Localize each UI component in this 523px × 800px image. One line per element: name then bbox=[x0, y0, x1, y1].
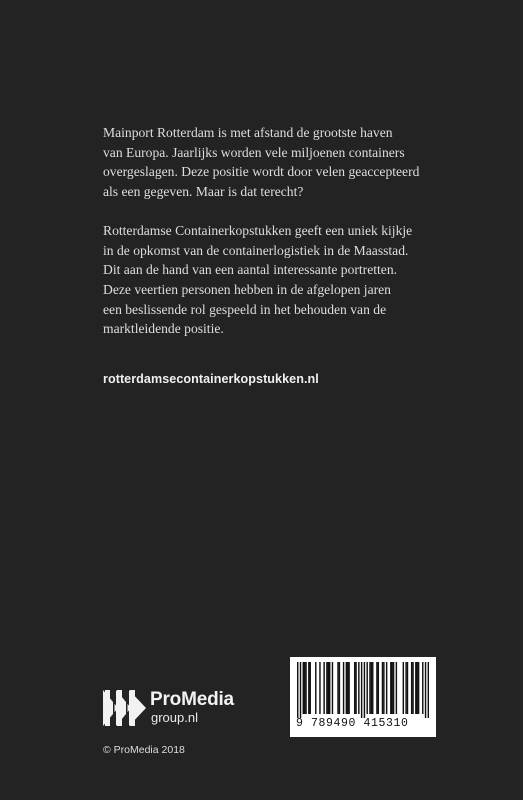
barcode-bar bbox=[323, 662, 324, 714]
publisher-name: ProMedia bbox=[150, 689, 234, 710]
barcode-bar bbox=[416, 662, 417, 714]
barcode-bar bbox=[425, 662, 426, 718]
barcode-bar bbox=[347, 662, 348, 714]
blurb-line: marktleidende positie. bbox=[103, 321, 224, 337]
barcode-bar bbox=[310, 662, 311, 714]
barcode-bar bbox=[308, 662, 309, 714]
barcode-bar bbox=[319, 662, 320, 714]
barcode-bar bbox=[411, 662, 412, 714]
barcode-bar bbox=[403, 662, 404, 714]
barcode-bar bbox=[297, 662, 298, 718]
publisher-logo bbox=[103, 688, 233, 728]
barcode-bar bbox=[358, 662, 359, 714]
barcode-bar bbox=[326, 662, 327, 714]
blurb-line: in de opkomst van de containerlogistiek in de Maasstad. bbox=[103, 242, 409, 258]
barcode-bar bbox=[412, 662, 413, 714]
barcode-bar bbox=[355, 662, 356, 714]
barcode-bar bbox=[361, 662, 362, 718]
blurb-line: Mainport Rotterdam is met afstand de grootste haven bbox=[103, 125, 393, 140]
barcode-bar bbox=[415, 662, 416, 714]
promedia-play-arrows-logo-icon bbox=[103, 688, 147, 728]
barcode-bar bbox=[369, 662, 370, 714]
barcode-bar bbox=[343, 662, 344, 714]
blurb-line: Dit aan de hand van een aantal interessante portretten. bbox=[103, 262, 398, 278]
barcode-bar bbox=[315, 662, 316, 714]
blurb-line: Deze veertien personen hebben in de afgelopen jaren bbox=[103, 281, 391, 297]
barcode-bar bbox=[407, 662, 408, 714]
barcode-bar bbox=[393, 662, 394, 714]
barcode-bar bbox=[328, 662, 329, 714]
barcode-bar bbox=[372, 662, 373, 714]
barcode-bar bbox=[300, 662, 301, 718]
barcode-bar bbox=[346, 662, 347, 714]
barcode-bar bbox=[376, 662, 377, 714]
blurb-paragraph-2 bbox=[103, 221, 433, 339]
blurb-line: als een gegeven. Maar is dat terecht? bbox=[103, 184, 304, 200]
barcode-bar bbox=[386, 662, 387, 714]
barcode-bar bbox=[366, 662, 367, 714]
barcode-bar bbox=[303, 662, 304, 714]
barcode-digits: 9 789490 415310 bbox=[296, 717, 409, 730]
blurb-line: Rotterdamse Containerkopstukken geeft een uniek kijkje bbox=[103, 222, 413, 238]
barcode-bar bbox=[396, 662, 397, 714]
barcode-bar bbox=[422, 662, 423, 714]
website-url: rotterdamsecontainerkopstukken.nl bbox=[103, 372, 319, 386]
barcode-bar bbox=[337, 662, 338, 714]
barcode-bar bbox=[339, 662, 340, 714]
barcode-bar bbox=[382, 662, 383, 714]
barcode-bars bbox=[297, 662, 429, 718]
barcode-bar bbox=[329, 662, 330, 714]
barcode-bar bbox=[428, 662, 429, 718]
blurb bbox=[103, 123, 433, 339]
blurb-line: een beslissende rol gespeeld in het behouden van de bbox=[103, 301, 387, 317]
barcode-bar bbox=[354, 662, 355, 714]
barcode-bar bbox=[391, 662, 392, 714]
barcode-bar bbox=[405, 662, 406, 714]
blurb-line: van Europa. Jaarlijks worden vele miljoenen containers bbox=[103, 144, 405, 160]
barcode-bar bbox=[378, 662, 379, 714]
barcode-bar bbox=[418, 662, 419, 714]
isbn-barcode bbox=[290, 657, 436, 737]
copyright-notice: © ProMedia 2018 bbox=[103, 744, 185, 756]
publisher-domain: group.nl bbox=[151, 710, 198, 725]
blurb-paragraph-1 bbox=[103, 123, 433, 202]
barcode-bar bbox=[390, 662, 391, 714]
blurb-line: overgeslagen. Deze positie wordt door velen geaccepteerd bbox=[103, 164, 420, 180]
barcode-bar bbox=[304, 662, 305, 714]
barcode-bar bbox=[332, 662, 333, 714]
barcode-bar bbox=[364, 662, 365, 718]
barcode-bar bbox=[305, 662, 306, 714]
barcode-bar bbox=[348, 662, 349, 714]
barcode-bar bbox=[383, 662, 384, 714]
barcode-bar bbox=[371, 662, 372, 714]
